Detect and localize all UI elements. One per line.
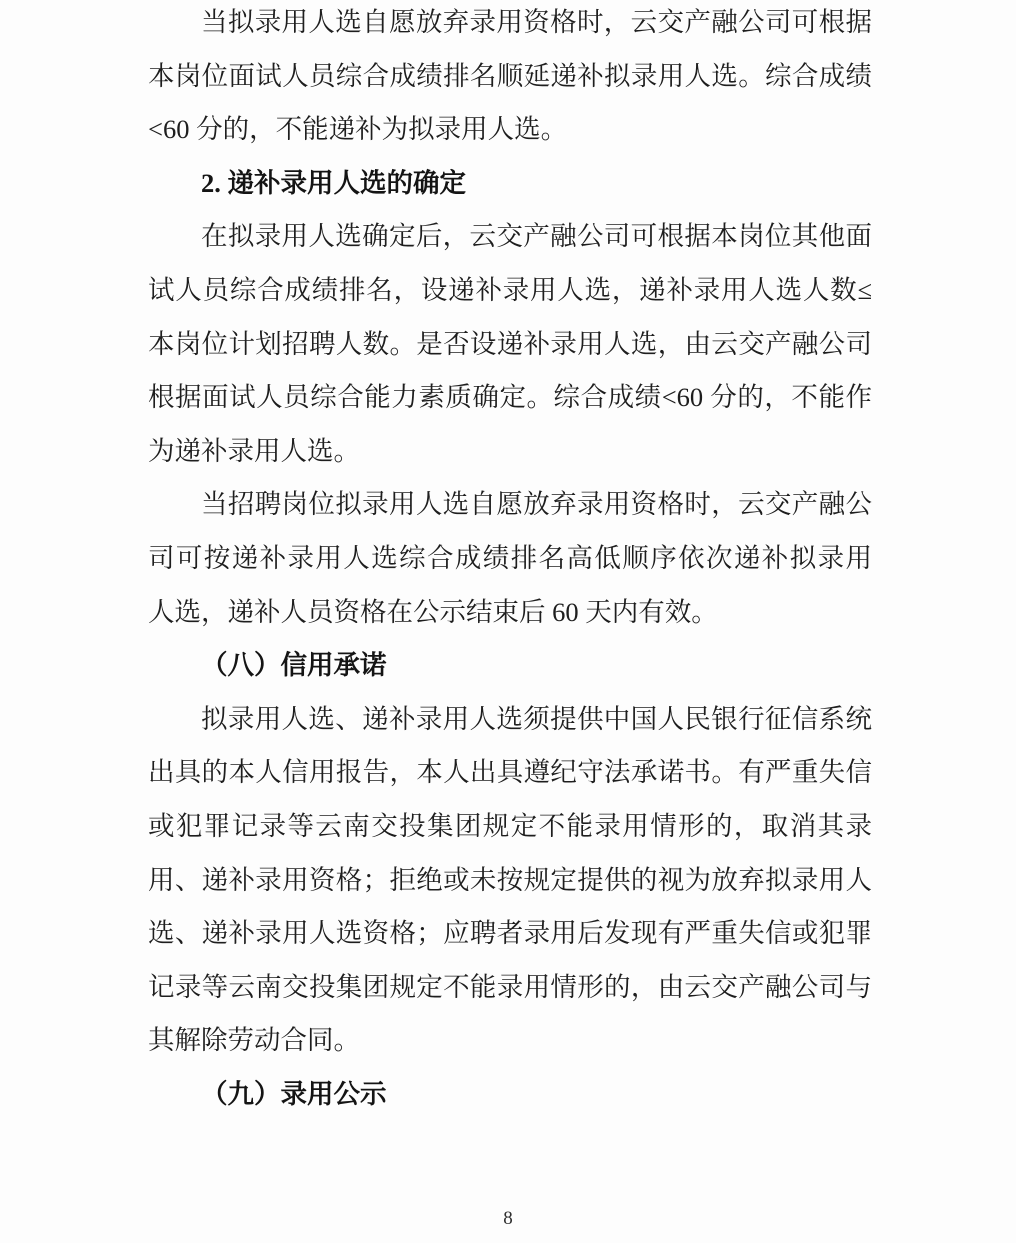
- document-body: [148, 0, 872, 1121]
- section-heading: （九）录用公示: [201, 1078, 387, 1109]
- page-number: 8: [503, 1208, 513, 1229]
- paragraph-line: 出具的本人信用报告，本人出具遵纪守法承诺书。有严重失信: [148, 757, 872, 788]
- paragraph-line: 或犯罪记录等云南交投集团规定不能录用情形的，取消其录: [148, 810, 872, 841]
- paragraph-line: 本岗位计划招聘人数。是否设递补录用人选，由云交产融公司: [148, 328, 872, 359]
- paragraph-line: 根据面试人员综合能力素质确定。综合成绩<60 分的，不能作: [148, 382, 872, 413]
- page-footer: [0, 1207, 1016, 1231]
- paragraph-line: <60 分的，不能递补为拟录用人选。: [148, 114, 568, 145]
- paragraph-line: 当拟录用人选自愿放弃录用资格时，云交产融公司可根据: [201, 7, 872, 37]
- paragraph-line: 选、递补录用人选资格；应聘者录用后发现有严重失信或犯罪: [148, 918, 872, 949]
- paragraph-line: 试人员综合成绩排名，设递补录用人选，递补录用人选人数≤: [148, 274, 872, 305]
- paragraph-line: 用、递补录用资格；拒绝或未按规定提供的视为放弃拟录用人: [148, 864, 872, 895]
- paragraph-line: 本岗位面试人员综合成绩排名顺延递补拟录用人选。综合成绩: [148, 60, 872, 91]
- paragraph-line: 其解除劳动合同。: [148, 1025, 360, 1056]
- paragraph-line: 拟录用人选、递补录用人选须提供中国人民银行征信系统: [201, 703, 872, 734]
- paragraph-line: 记录等云南交投集团规定不能录用情形的，由云交产融公司与: [148, 971, 872, 1002]
- paragraph-line: 司可按递补录用人选综合成绩排名高低顺序依次递补拟录用: [148, 542, 872, 573]
- section-heading: 2. 递补录用人选的确定: [201, 167, 466, 198]
- paragraph-line: 为递补录用人选。: [148, 435, 360, 466]
- section-heading: （八）信用承诺: [201, 650, 387, 681]
- paragraph-line: 在拟录用人选确定后，云交产融公司可根据本岗位其他面: [201, 221, 872, 252]
- paragraph-line: 人选，递补人员资格在公示结束后 60 天内有效。: [148, 596, 718, 627]
- paragraph-line: 当招聘岗位拟录用人选自愿放弃录用资格时，云交产融公: [201, 489, 872, 520]
